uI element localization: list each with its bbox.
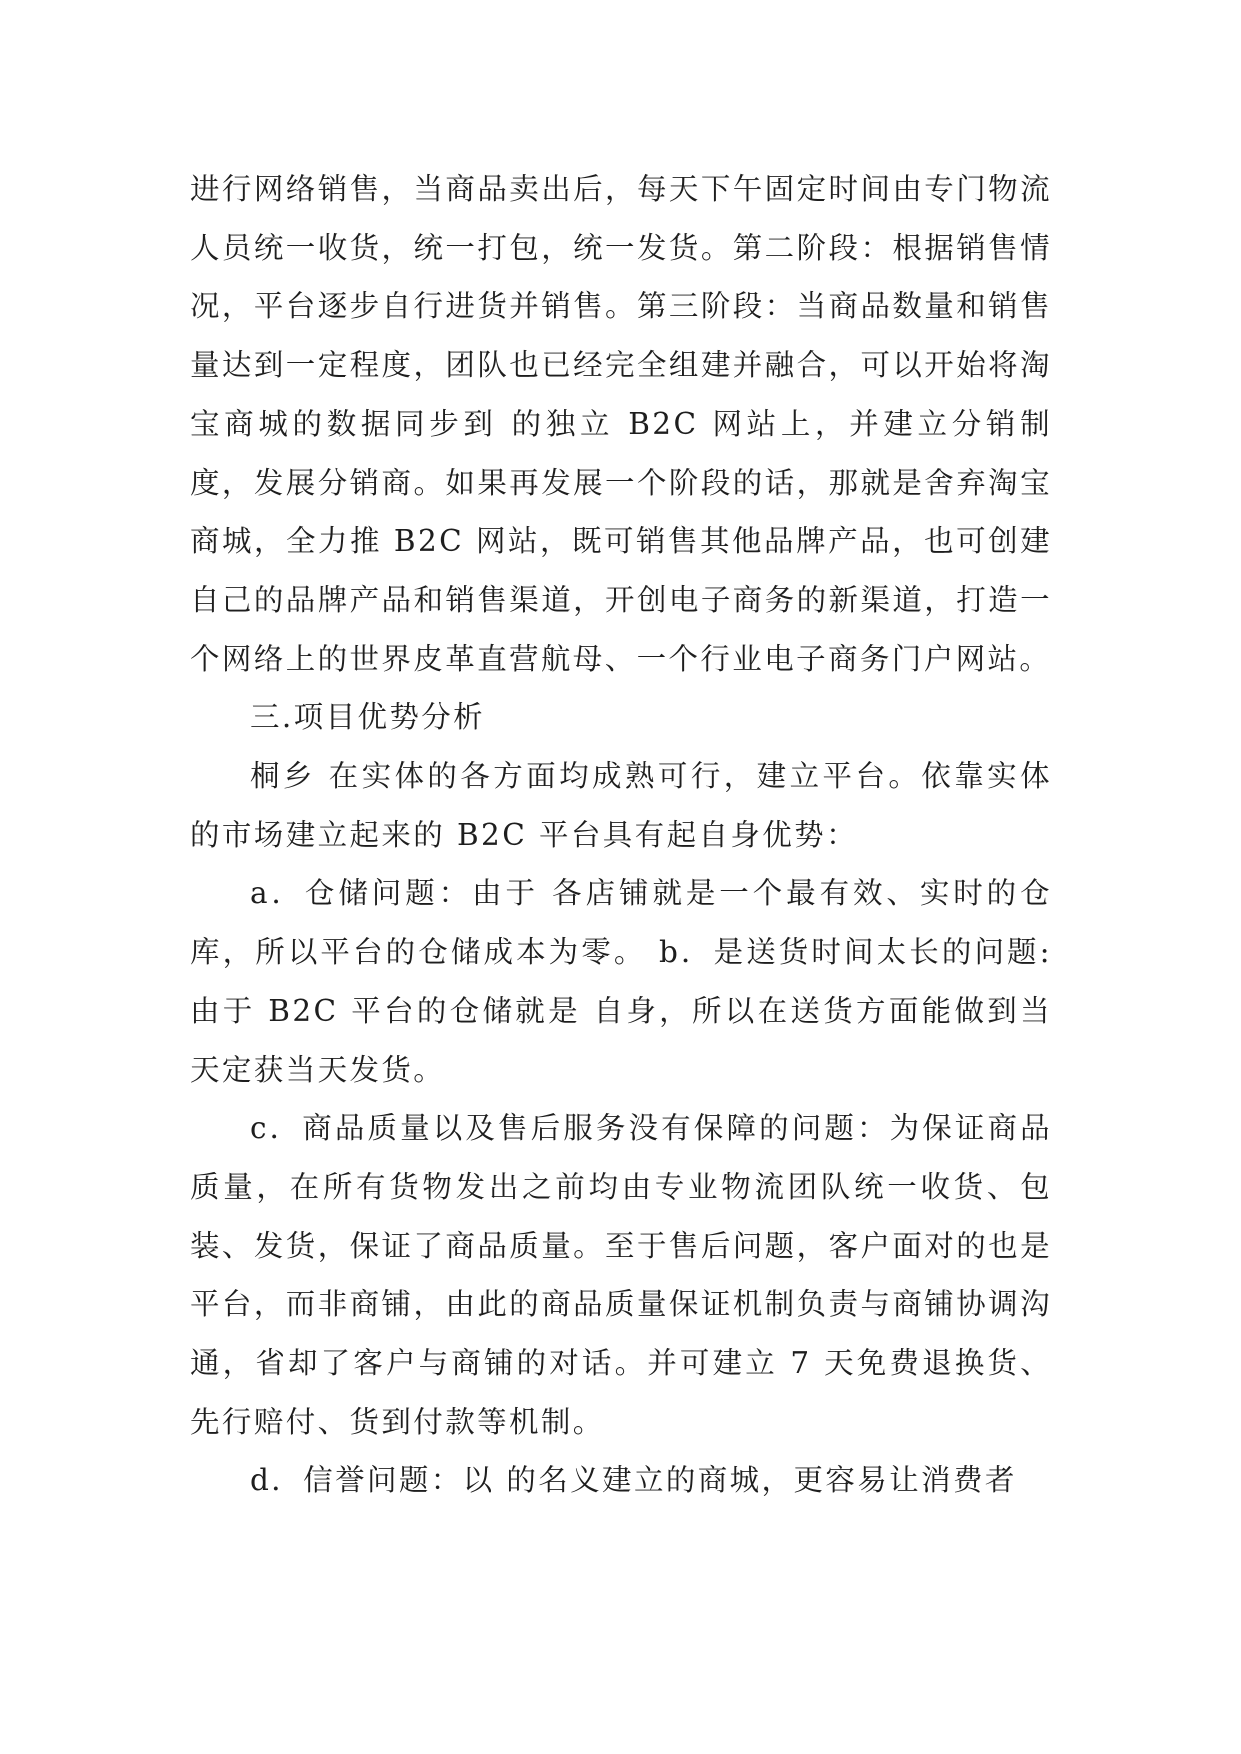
- document-body: [190, 160, 1052, 1510]
- paragraph-intro: 桐乡 在实体的各方面均成熟可行，建立平台。依靠实体的市场建立起来的 B2C 平台具有起自身优势：: [190, 759, 1052, 852]
- section-heading: 三.项目优势分析: [250, 700, 486, 735]
- paragraph-continuation: 进行网络销售，当商品卖出后，每天下午固定时间由专门物流人员统一收货，统一打包，统一发货。第二阶段：根据销售情况，平台逐步自行进货并销售。第三阶段：当商品数量和销售量达到一定程度，团队也已经完全组建并融合，可以开始将淘宝商城的数据同步到 的独立 B2C 网站上，并建立分销制度，发展分销商。如果再发展一个阶段的话，那就是舍弃淘宝商城，全力推 B2C 网站，既可销售其他品牌产品，也可创建自己的品牌产品和销售渠道，开创电子商务的新渠道，打造一个网络上的世界皮革直营航母、一个行业电子商务门户网站。: [190, 172, 1052, 676]
- paragraph-item-c: c．商品质量以及售后服务没有保障的问题：为保证商品质量，在所有货物发出之前均由专业物流团队统一收货、包装、发货，保证了商品质量。至于售后问题，客户面对的也是平台，而非商铺，由此的商品质量保证机制负责与商铺协调沟通，省却了客户与商铺的对话。并可建立 7 天免费退换货、先行赔付、货到付款等机制。: [190, 1111, 1052, 1439]
- paragraph-item-a-b: a．仓储问题：由于 各店铺就是一个最有效、实时的仓库，所以平台的仓储成本为零。 b．是送货时间太长的问题:由于 B2C 平台的仓储就是 自身，所以在送货方面能做到当天定获当天发货。: [190, 876, 1052, 1087]
- paragraph-item-d: d．信誉问题：以 的名义建立的商城，更容易让消费者: [250, 1463, 1017, 1498]
